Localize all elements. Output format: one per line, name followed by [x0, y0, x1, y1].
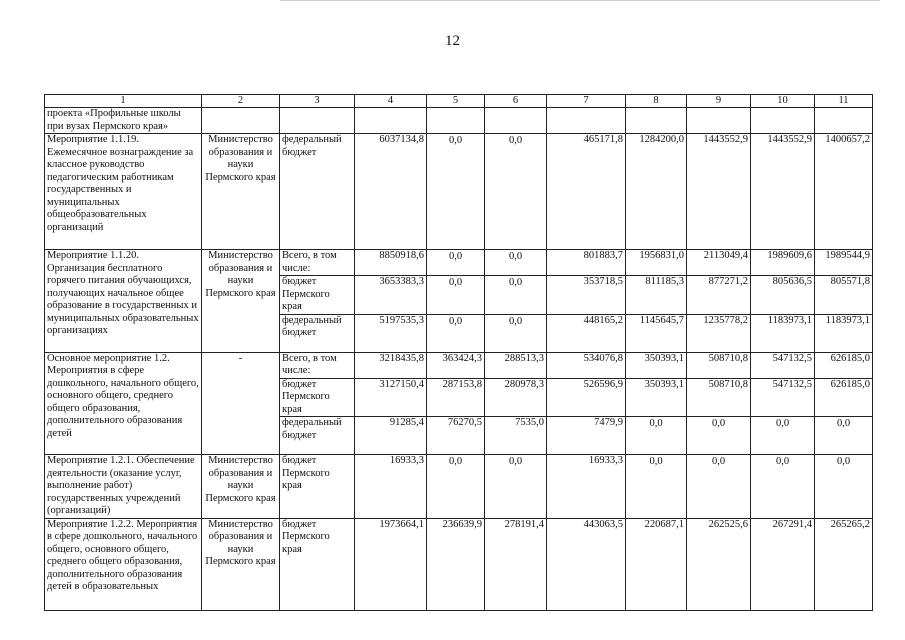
- funding-source-cell: Всего, в том числе:: [280, 250, 355, 276]
- amount-cell-col-6: 0,0: [485, 134, 547, 250]
- page-number: 12: [445, 33, 460, 49]
- column-header-4: 4: [355, 95, 427, 108]
- page-top-edge: [280, 0, 880, 1]
- amount-cell-col-10: 1989609,6: [751, 250, 815, 276]
- amount-cell-col-10: 0,0: [751, 417, 815, 455]
- column-header-10: 10: [751, 95, 815, 108]
- amount-cell-col-5: 0,0: [427, 250, 485, 276]
- amount-cell-col-10: 805636,5: [751, 276, 815, 315]
- funding-source-cell: бюджет Пермского края: [280, 455, 355, 519]
- column-header-7: 7: [547, 95, 626, 108]
- amount-cell-col-10: 267291,4: [751, 518, 815, 610]
- column-header-2: 2: [202, 95, 280, 108]
- column-header-8: 8: [626, 95, 687, 108]
- amount-cell-col-10: 1443552,9: [751, 134, 815, 250]
- table-row: [45, 250, 873, 276]
- amount-cell-col-8: 811185,3: [626, 276, 687, 315]
- amount-cell-col-9: 0,0: [687, 455, 751, 519]
- budget-table: [44, 94, 873, 611]
- amount-cell-col-8: 350393,1: [626, 378, 687, 417]
- funding-source-cell: федеральный бюджет: [280, 417, 355, 455]
- table-row: [45, 134, 873, 250]
- amount-cell-col-11: 265265,2: [815, 518, 873, 610]
- amount-cell-col-4: 6037134,8: [355, 134, 427, 250]
- column-header-9: 9: [687, 95, 751, 108]
- measure-name-cell: Мероприятие 1.2.2. Мероприятия в сфере дошкольного, начального общего, основного общего, среднего общего образования, дополнительного образования детей в образовательных: [45, 518, 202, 610]
- amount-cell-col-6: 0,0: [485, 250, 547, 276]
- amount-cell-col-4: 91285,4: [355, 417, 427, 455]
- amount-cell-col-5: 363424,3: [427, 352, 485, 378]
- column-header-11: 11: [815, 95, 873, 108]
- amount-cell-col-11: 1400657,2: [815, 134, 873, 250]
- amount-cell-col-9: 508710,8: [687, 352, 751, 378]
- amount-cell-col-4: 5197535,3: [355, 314, 427, 352]
- amount-cell-col-7: 465171,8: [547, 134, 626, 250]
- amount-cell-col-10: 547132,5: [751, 352, 815, 378]
- amount-cell-col-7: 353718,5: [547, 276, 626, 315]
- amount-cell-col-5: 0,0: [427, 314, 485, 352]
- amount-cell-col-10: 1183973,1: [751, 314, 815, 352]
- amount-cell-col-11: 805571,8: [815, 276, 873, 315]
- amount-cell-col-7: 526596,9: [547, 378, 626, 417]
- funding-source-cell: Всего, в том числе:: [280, 352, 355, 378]
- amount-cell-col-4: 8850918,6: [355, 250, 427, 276]
- column-header-3: 3: [280, 95, 355, 108]
- amount-cell-col-6: 278191,4: [485, 518, 547, 610]
- funding-source-cell: федеральный бюджет: [280, 134, 355, 250]
- amount-cell-col-8: 0,0: [626, 417, 687, 455]
- amount-cell-col-11: 0,0: [815, 417, 873, 455]
- measure-name-cell: Мероприятие 1.1.19. Ежемесячное вознаграждение за классное руководство педагогическим работникам государственных и муниципальных общеобразовательных организаций: [45, 134, 202, 250]
- amount-cell-col-9: 2113049,4: [687, 250, 751, 276]
- amount-cell-col-6: 0,0: [485, 276, 547, 315]
- amount-cell-col-6: 0,0: [485, 455, 547, 519]
- amount-cell-col-4: 16933,3: [355, 455, 427, 519]
- amount-cell-col-7: 443063,5: [547, 518, 626, 610]
- amount-cell-col-9: 262525,6: [687, 518, 751, 610]
- amount-cell-col-5: 0,0: [427, 455, 485, 519]
- amount-cell-col-5: 287153,8: [427, 378, 485, 417]
- amount-cell-col-6: 7535,0: [485, 417, 547, 455]
- amount-cell-col-7: 801883,7: [547, 250, 626, 276]
- table-row: [45, 518, 873, 610]
- amount-cell-col-8: 1145645,7: [626, 314, 687, 352]
- executor-cell: Министерство образования и науки Пермского края: [202, 134, 280, 250]
- executor-cell: Министерство образования и науки Пермского края: [202, 250, 280, 353]
- funding-source-cell: бюджет Пермского края: [280, 518, 355, 610]
- amount-cell-col-9: 1235778,2: [687, 314, 751, 352]
- amount-cell-col-8: 0,0: [626, 455, 687, 519]
- amount-cell-col-10: 0,0: [751, 455, 815, 519]
- amount-cell-col-11: 0,0: [815, 455, 873, 519]
- amount-cell-col-9: 877271,2: [687, 276, 751, 315]
- column-header-5: 5: [427, 95, 485, 108]
- amount-cell-col-4: 3653383,3: [355, 276, 427, 315]
- amount-cell-col-4: 3218435,8: [355, 352, 427, 378]
- amount-cell-col-8: 1956831,0: [626, 250, 687, 276]
- amount-cell-col-5: 236639,9: [427, 518, 485, 610]
- amount-cell-col-6: 288513,3: [485, 352, 547, 378]
- amount-cell-col-5: 0,0: [427, 134, 485, 250]
- executor-cell: Министерство образования и науки Пермского края: [202, 455, 280, 519]
- table-row: [45, 455, 873, 519]
- column-header-1: 1: [45, 95, 202, 108]
- amount-cell-col-11: 626185,0: [815, 352, 873, 378]
- amount-cell-col-4: 3127150,4: [355, 378, 427, 417]
- amount-cell-col-8: 220687,1: [626, 518, 687, 610]
- amount-cell-col-11: 1183973,1: [815, 314, 873, 352]
- amount-cell-col-5: 0,0: [427, 276, 485, 315]
- funding-source-cell: бюджет Пермского края: [280, 276, 355, 315]
- amount-cell-col-9: 508710,8: [687, 378, 751, 417]
- table-row: [45, 352, 873, 378]
- amount-cell-col-7: 7479,9: [547, 417, 626, 455]
- amount-cell-col-11: 626185,0: [815, 378, 873, 417]
- amount-cell-col-9: 1443552,9: [687, 134, 751, 250]
- funding-source-cell: бюджет Пермского края: [280, 378, 355, 417]
- amount-cell-col-8: 350393,1: [626, 352, 687, 378]
- amount-cell-col-4: 1973664,1: [355, 518, 427, 610]
- funding-source-cell: федеральный бюджет: [280, 314, 355, 352]
- continuation-row: [45, 108, 873, 134]
- amount-cell-col-7: 16933,3: [547, 455, 626, 519]
- measure-name-cell: Мероприятие 1.1.20. Организация бесплатного горячего питания обучающихся, получающих начальное общее образование в государственных и муниципальных образовательных организациях: [45, 250, 202, 353]
- measure-name-cell: Мероприятие 1.2.1. Обеспечение деятельности (оказание услуг, выполнение работ) государственных учреждений (организаций): [45, 455, 202, 519]
- amount-cell-col-9: 0,0: [687, 417, 751, 455]
- amount-cell-col-5: 76270,5: [427, 417, 485, 455]
- amount-cell-col-6: 0,0: [485, 314, 547, 352]
- executor-cell: -: [202, 352, 280, 455]
- amount-cell-col-6: 280978,3: [485, 378, 547, 417]
- amount-cell-col-7: 534076,8: [547, 352, 626, 378]
- continuation-name-cell: проекта «Профильные школы при вузах Пермского края»: [45, 108, 202, 134]
- executor-cell: Министерство образования и науки Пермского края: [202, 518, 280, 610]
- amount-cell-col-10: 547132,5: [751, 378, 815, 417]
- amount-cell-col-11: 1989544,9: [815, 250, 873, 276]
- column-header-row: [45, 95, 873, 108]
- column-header-6: 6: [485, 95, 547, 108]
- amount-cell-col-8: 1284200,0: [626, 134, 687, 250]
- measure-name-cell: Основное мероприятие 1.2. Мероприятия в сфере дошкольного, начального общего, основного общего, среднего общего образования, дополнительного образования детей: [45, 352, 202, 455]
- amount-cell-col-7: 448165,2: [547, 314, 626, 352]
